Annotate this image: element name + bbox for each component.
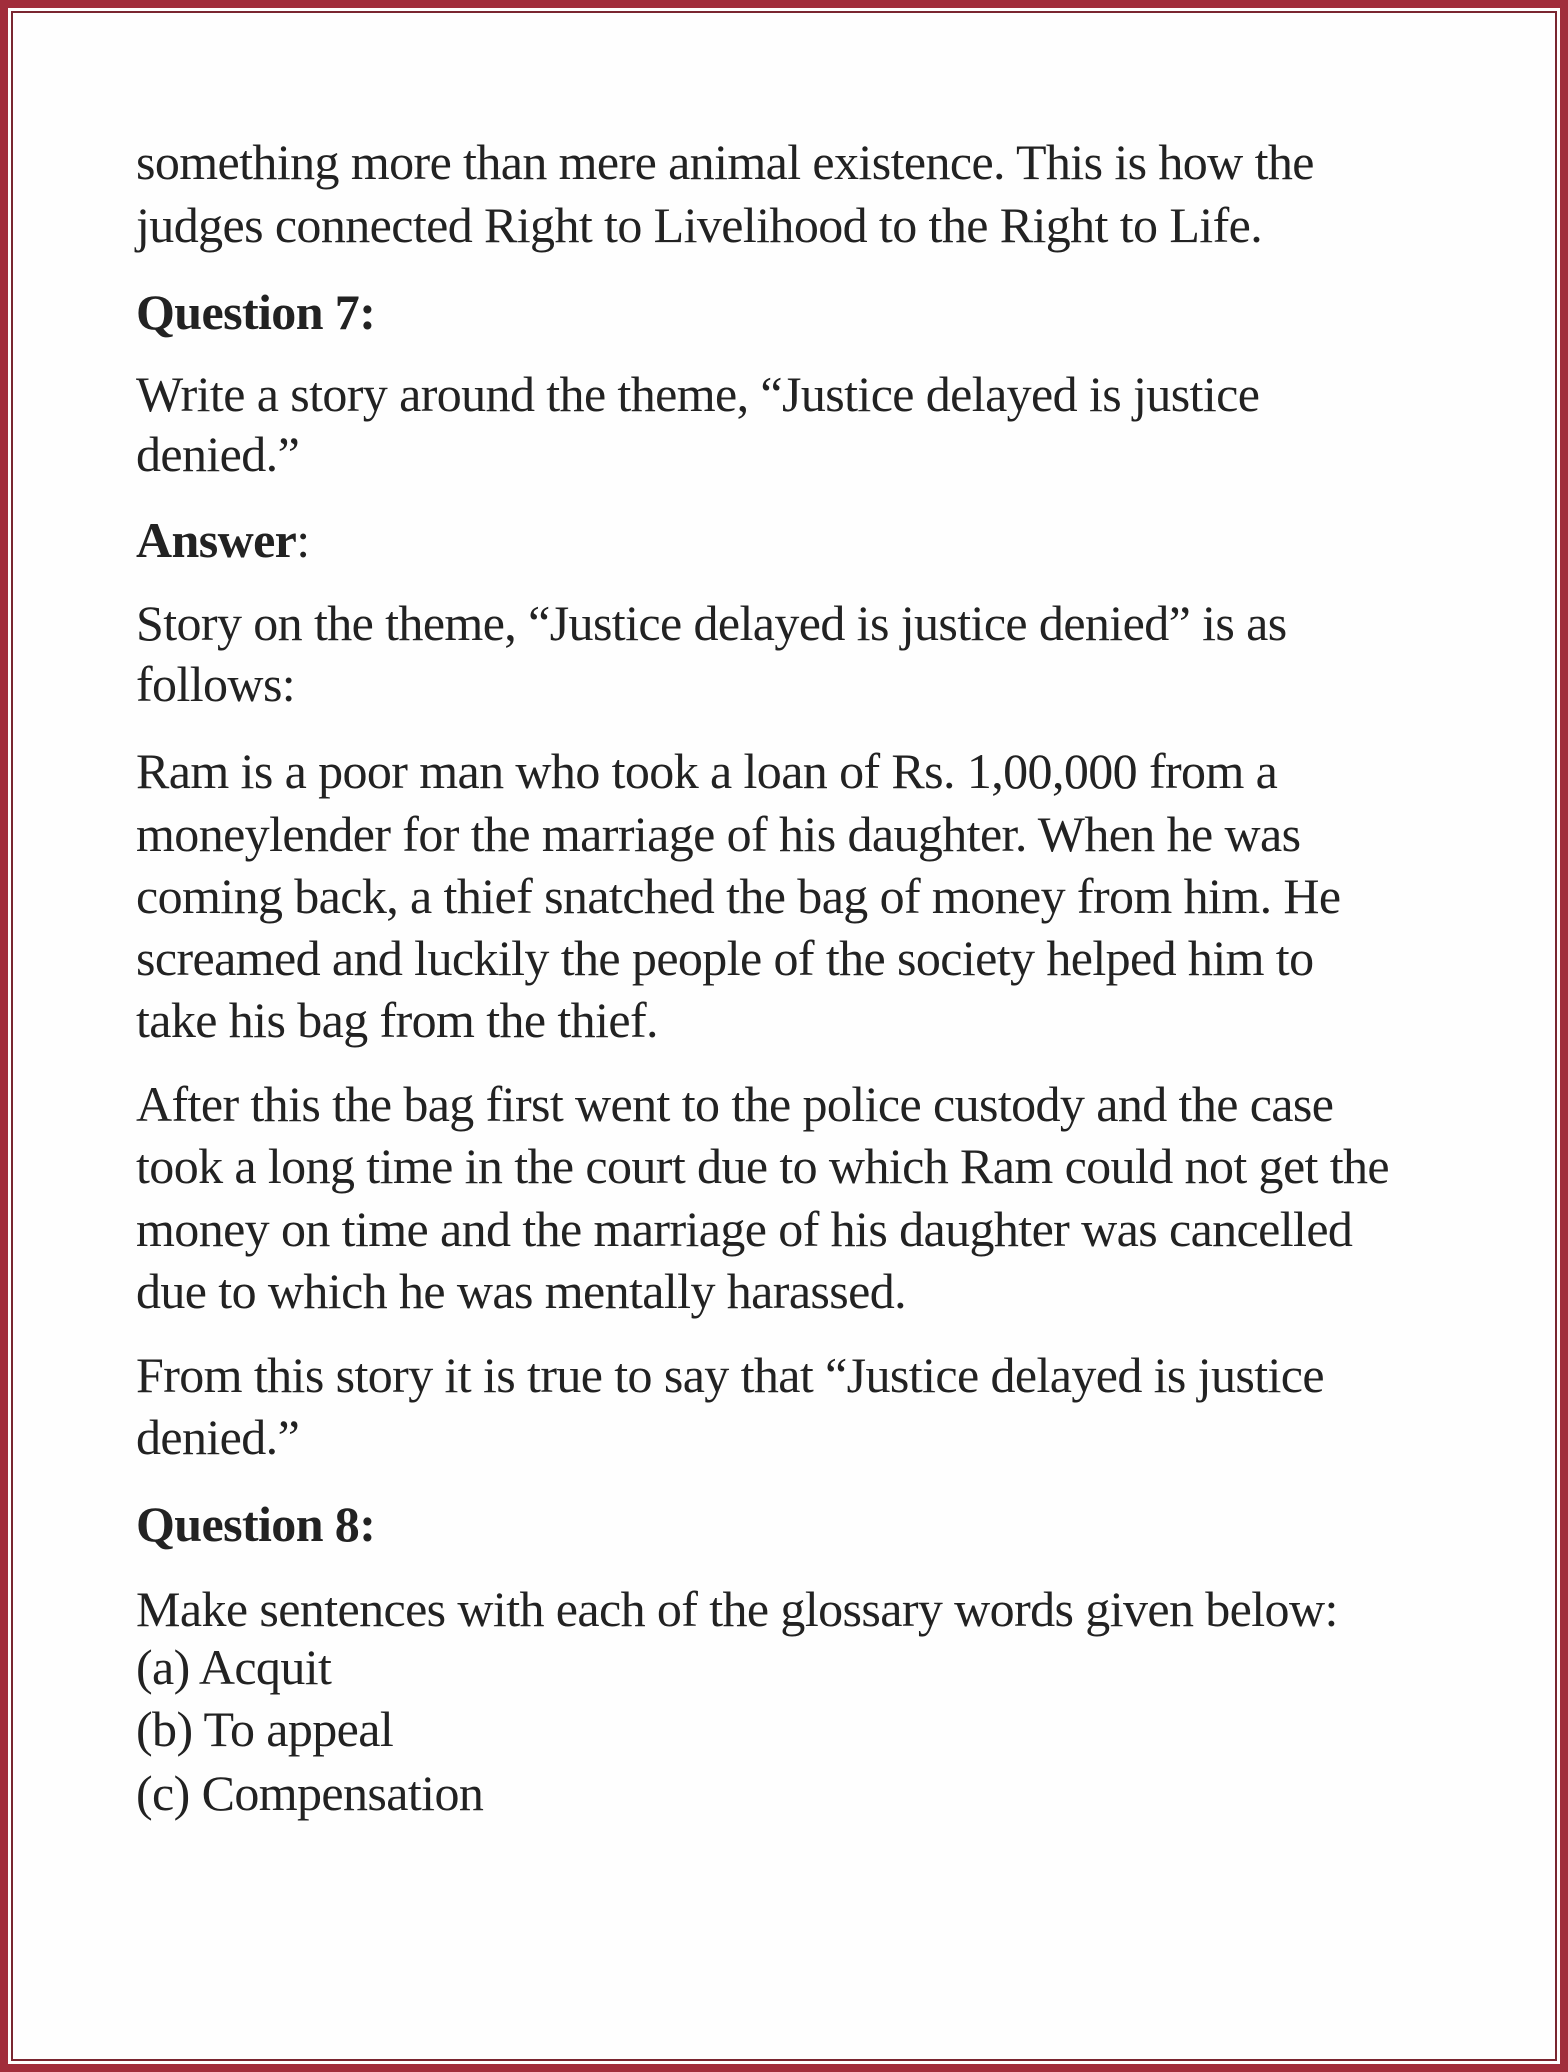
question-8-heading: Question 8: bbox=[136, 1496, 376, 1552]
text-line: denied.” bbox=[136, 1409, 300, 1465]
answer-label: Answer bbox=[136, 512, 297, 568]
text-line: moneylender for the marriage of his daughter. When he was bbox=[136, 806, 1301, 862]
text-line: Write a story around the theme, “Justice delayed is justice bbox=[136, 366, 1260, 422]
text-line: Ram is a poor man who took a loan of Rs. 1,00,000 from a bbox=[136, 743, 1278, 799]
glossary-item: (b) To appeal bbox=[136, 1701, 394, 1757]
text-line: something more than mere animal existence. This is how the bbox=[136, 134, 1314, 190]
text-line: due to which he was mentally harassed. bbox=[136, 1263, 907, 1319]
text-line: follows: bbox=[136, 656, 296, 712]
glossary-item: (c) Compensation bbox=[136, 1765, 484, 1821]
text-line: coming back, a thief snatched the bag of money from him. He bbox=[136, 868, 1341, 924]
text-line: screamed and luckily the people of the society helped him to bbox=[136, 930, 1314, 986]
glossary-item: (a) Acquit bbox=[136, 1639, 332, 1695]
text-line: took a long time in the court due to which Ram could not get the bbox=[136, 1138, 1390, 1194]
text-line: judges connected Right to Livelihood to the Right to Life. bbox=[136, 197, 1263, 253]
answer-heading bbox=[136, 509, 310, 571]
answer-colon: : bbox=[296, 512, 310, 568]
question-7-heading: Question 7: bbox=[136, 284, 376, 340]
text-line: money on time and the marriage of his daughter was cancelled bbox=[136, 1201, 1353, 1257]
text-line: Make sentences with each of the glossary words given below: bbox=[136, 1581, 1338, 1637]
text-line: From this story it is true to say that “Justice delayed is justice bbox=[136, 1347, 1324, 1403]
text-line: take his bag from the thief. bbox=[136, 992, 658, 1048]
text-line: Story on the theme, “Justice delayed is justice denied” is as bbox=[136, 595, 1287, 651]
text-line: denied.” bbox=[136, 426, 300, 482]
text-line: After this the bag first went to the police custody and the case bbox=[136, 1076, 1334, 1132]
